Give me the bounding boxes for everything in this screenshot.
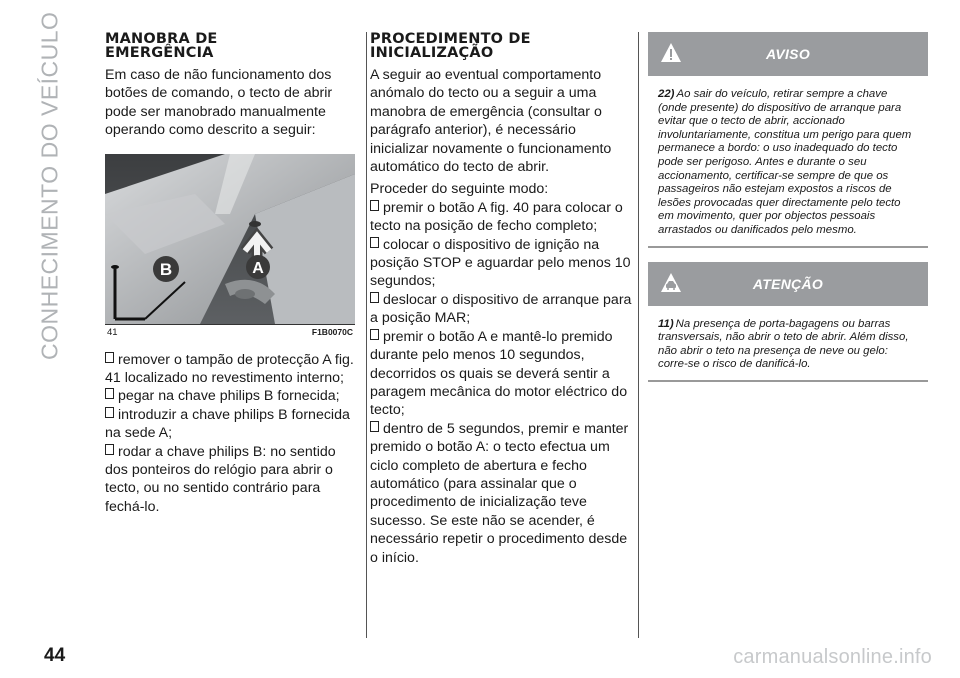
bullet-icon: [105, 352, 114, 363]
column-divider: [366, 32, 367, 638]
figure-41: [105, 154, 355, 325]
bullet-icon: [105, 444, 114, 455]
list-item: colocar o dispositivo de ignição na posição STOP e aguardar pelo menos 10 segundos;: [370, 236, 631, 290]
atencao-body: [648, 306, 928, 380]
page-number: 44: [44, 645, 66, 666]
atencao-box: [648, 262, 928, 382]
initialization-steps: [370, 199, 632, 567]
column-divider: [638, 32, 639, 638]
bullet-icon: [105, 388, 114, 399]
label-a-marker: [245, 254, 271, 280]
column-notes: [648, 32, 928, 396]
heading-emergency: [105, 32, 355, 60]
atencao-title: ATENÇÃO: [752, 275, 824, 292]
atencao-ref: 11): [658, 317, 674, 330]
aviso-body: [648, 76, 928, 246]
list-item: deslocar o dispositivo de arranque para a posição MAR;: [370, 291, 632, 327]
watermark-text: carmanualsonline.info: [733, 646, 932, 668]
bullet-icon: [370, 329, 379, 340]
bullet-icon: [105, 407, 114, 418]
aviso-box: [648, 32, 928, 248]
list-item: remover o tampão de protecção A fig. 41 localizado no revestimento interno;: [105, 351, 354, 387]
aviso-text: Ao sair do veículo, retirar sempre a chave (onde presente) do dispositivo de arranque para evitar que o tecto de abrir, accionado involuntariamente, constitua um perigo para quem permanece a bordo: o uso inadequado do tecto pode ser perigoso. Antes e durante o seu accionamento, certificar-se sempre de que os passageiros não estejam expostos a riscos de lesões provocadas quer directamente pelo tecto em movimento, quer por objectos pessoais arrastados ou danificados pelo mesmo.: [658, 88, 912, 236]
emergency-intro: Em caso de não funcionamento dos botões de comando, o tecto de abrir pode ser manobrado manualmente operando como descrito a seguir:: [105, 67, 333, 139]
initialization-intro: A seguir ao eventual comportamento anómalo do tecto ou a seguir a uma manobra de emergência (consultar o parágrafo anterior), é necessário inicializar novamente o funcionamento automático do tecto de abrir.: [370, 67, 612, 176]
heading-line: INICIALIZAÇÃO: [370, 45, 494, 61]
atencao-header: [648, 262, 928, 306]
emergency-steps: [105, 351, 355, 517]
atencao-text: Na presença de porta-bagagens ou barras transversais, não abrir o teto de abrir. Além disso, não abrir o teto na presença de neve ou gelo: corre-se o risco de danificá-lo.: [658, 317, 909, 371]
label-b: B: [159, 259, 173, 279]
heading-line: MANOBRA DE: [105, 31, 218, 47]
figure-code: F1B0070C: [311, 326, 353, 337]
figure-caption: [105, 325, 355, 339]
heading-line: PROCEDIMENTO DE: [370, 31, 531, 47]
column-initialization: [370, 32, 632, 567]
bullet-icon: [370, 292, 379, 303]
bullet-icon: [370, 237, 379, 248]
bullet-icon: [370, 421, 379, 432]
heading-line: EMERGÊNCIA: [105, 45, 214, 61]
bullet-icon: [370, 200, 379, 211]
list-item: premir o botão A e mantê-lo premido durante pelo menos 10 segundos, decorridos os quais se deverá sentir a paragem mecânica do motor eléctrico do tecto;: [370, 328, 628, 419]
label-b-marker: [152, 255, 180, 283]
aviso-ref: 22): [658, 88, 675, 100]
list-item: premir o botão A fig. 40 para colocar o tecto na posição de fecho completo;: [370, 199, 623, 235]
roof-illustration: [105, 154, 355, 324]
list-item: introduzir a chave philips B fornecida na sede A;: [105, 406, 350, 442]
list-item: rodar a chave philips B: no sentido dos ponteiros do relógio para abrir o tecto, ou no sentido contrário para fechá-lo.: [105, 443, 336, 515]
column-emergency: [105, 32, 355, 516]
side-section-title: CONHECIMENTO DO VEÍCULO: [36, 11, 63, 360]
list-item: dentro de 5 segundos, premir e manter premido o botão A: o tecto efectua um ciclo completo de abertura e fecho automático (para assinalar que o procedimento de inicialização teve sucesso. Se este não se acender, é necessário repetir o procedimento desde o início.: [370, 420, 629, 566]
aviso-title: AVISO: [765, 46, 811, 62]
aviso-header: [648, 32, 928, 76]
list-item: pegar na chave philips B fornecida;: [105, 387, 355, 405]
label-a: A: [252, 259, 264, 277]
proceed-text: Proceder do seguinte modo:: [370, 181, 549, 198]
heading-initialization: [370, 32, 632, 60]
figure-number: 41: [107, 326, 118, 338]
